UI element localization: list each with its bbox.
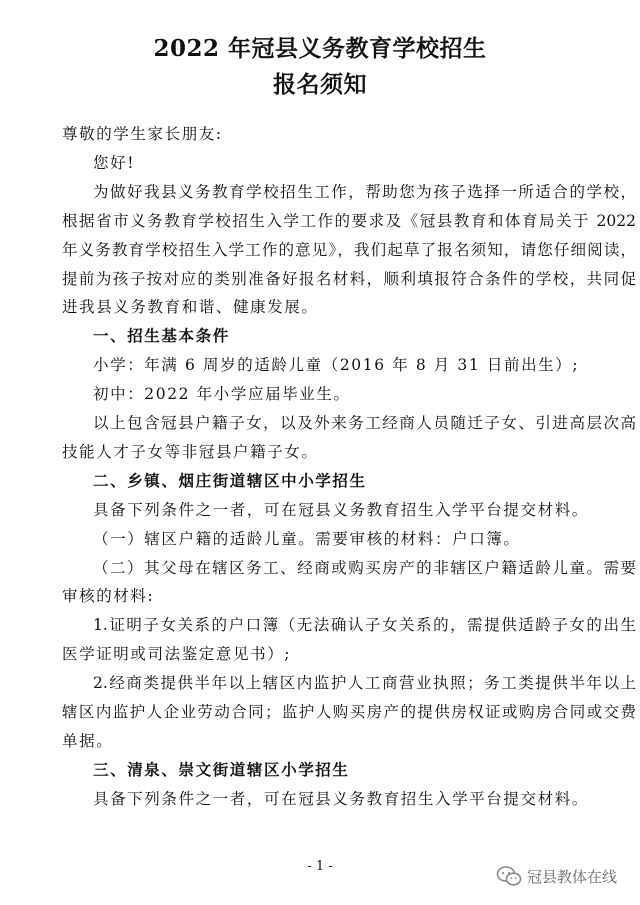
paragraph-line: 单据。 xyxy=(62,732,114,750)
paragraph-line: 1.证明子女关系的户口簿（无法确认子女关系的，需提供适龄子女的出生 xyxy=(93,616,636,634)
document-title-line-1: 2022 年冠县义务教育学校招生 xyxy=(153,35,487,62)
paragraph-line: 提前为孩子按对应的类别准备好报名材料，顺利填报符合条件的学校，共同促 xyxy=(62,270,636,288)
section-heading: 一、招生基本条件 xyxy=(93,326,230,345)
paragraph-line: 审核的材料: xyxy=(62,587,155,605)
paragraph-line: 2.经商类提供半年以上辖区内监护人工商营业执照；务工类提供半年以上 xyxy=(93,674,636,692)
paragraph-line: 辖区内监护人企业劳动合同；监护人购买房产的提供房权证或购房合同或交费 xyxy=(62,703,636,721)
paragraph-line: 进我县义务教育和谐、健康发展。 xyxy=(62,298,319,316)
paragraph-line: 初中：2022 年小学应届毕业生。 xyxy=(93,385,351,403)
document-title-line-2: 报名须知 xyxy=(273,71,367,98)
paragraph-line: 根据省市义务教育学校招生入学工作的要求及《冠县教育和体育局关于 2022 xyxy=(62,212,636,230)
paragraph-line: 小学：年满 6 周岁的适龄儿童（2016 年 8 月 31 日前出生）; xyxy=(93,356,580,374)
paragraph-line: 为做好我县义务教育学校招生工作，帮助您为孩子选择一所适合的学校， xyxy=(93,183,636,201)
paragraph-line: 技能人才子女等非冠县户籍子女。 xyxy=(62,443,319,461)
paragraph-line: （一）辖区户籍的适龄儿童。需要审核的材料：户口簿。 xyxy=(93,530,521,548)
paragraph-line: 以上包含冠县户籍子女，以及外来务工经商人员随迁子女、引进高层次高 xyxy=(93,414,636,432)
wechat-icon xyxy=(496,865,522,887)
paragraph-line: （二）其父母在辖区务工、经商或购买房产的非辖区户籍适龄儿童。需要 xyxy=(93,559,636,577)
paragraph-line: 尊敬的学生家长朋友: xyxy=(62,125,223,143)
watermark xyxy=(496,862,617,890)
paragraph-line: 您好! xyxy=(93,154,136,172)
section-heading: 二、乡镇、烟庄街道辖区中小学招生 xyxy=(93,471,367,490)
paragraph-line: 具备下列条件之一者，可在冠县义务教育招生入学平台提交材料。 xyxy=(93,790,589,808)
paragraph-line: 具备下列条件之一者，可在冠县义务教育招生入学平台提交材料。 xyxy=(93,501,589,519)
watermark-text: 冠县教体在线 xyxy=(527,867,618,886)
page-number: - 1 - xyxy=(307,859,333,874)
paragraph-line: 年义务教育学校招生入学工作的意见》，我们起草了报名须知，请您仔细阅读， xyxy=(62,241,636,259)
paragraph-line: 医学证明或司法鉴定意见书）; xyxy=(62,645,292,663)
section-heading: 三、清泉、崇文街道辖区小学招生 xyxy=(93,760,350,779)
